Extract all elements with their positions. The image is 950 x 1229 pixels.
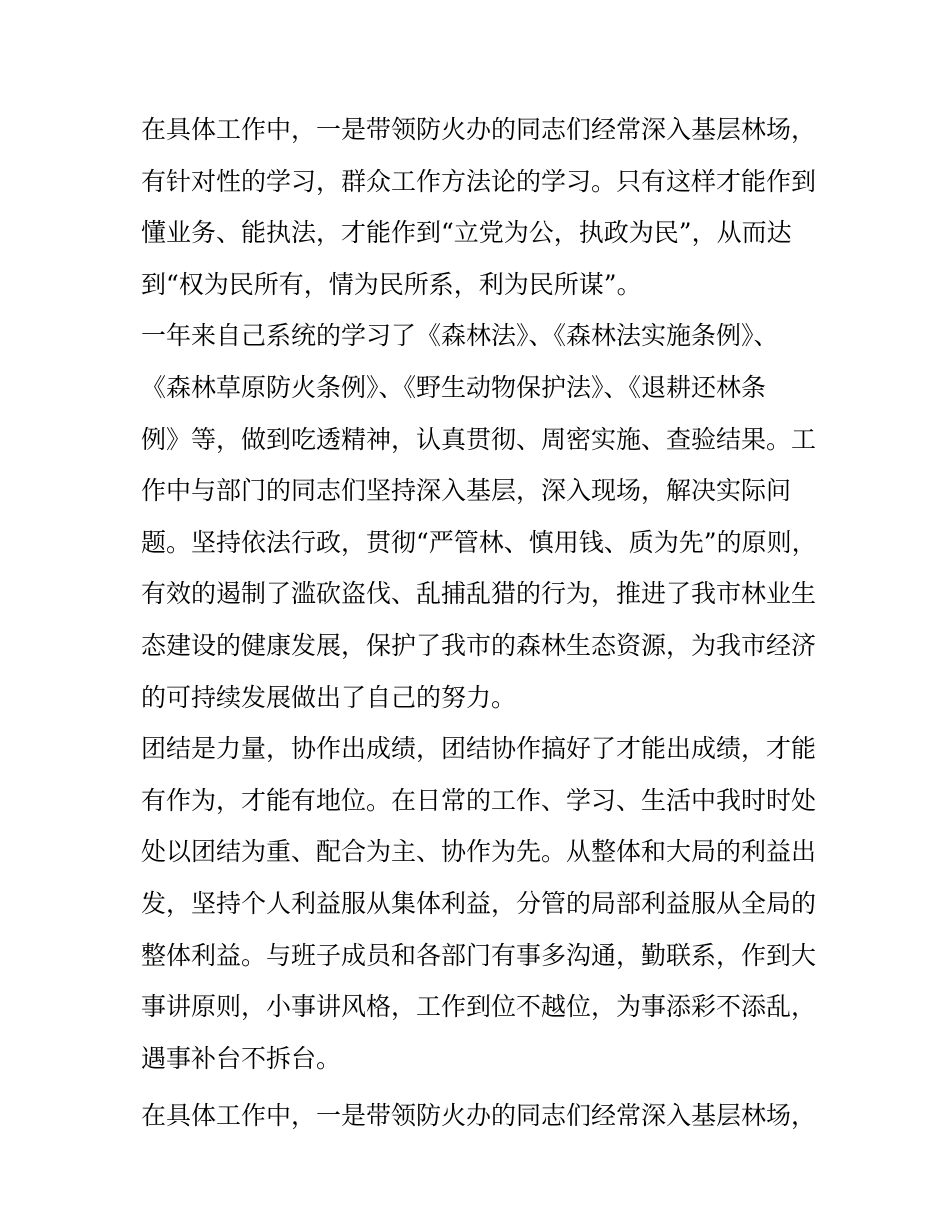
text-line: 到“权为民所有，情为民所系，利为民所谋”。 — [141, 269, 642, 299]
text-line: 有针对性的学习，群众工作方法论的学习。只有这样才能作到 — [141, 166, 817, 196]
text-line: 一年来自己系统的学习了《森林法》、《森林法实施条例》、 — [141, 321, 779, 351]
text-line: 整体利益。与班子成员和各部门有事多沟通，勤联系，作到大 — [141, 940, 817, 970]
text-line: 遇事补台不拆台。 — [141, 1043, 342, 1073]
document-body — [141, 104, 821, 1142]
paragraph-4 — [141, 1090, 821, 1142]
text-line: 态建设的健康发展，保护了我市的森林生态资源，为我市经济 — [141, 630, 817, 660]
text-line: 有效的遏制了滥砍盗伐、乱捕乱猎的行为，推进了我市林业生 — [141, 579, 817, 609]
text-line: 《森林草原防火条例》、《野生动物保护法》、《退耕还林条 — [141, 372, 767, 402]
paragraph-2 — [141, 310, 821, 723]
text-line: 在具体工作中，一是带领防火办的同志们经常深入基层林场， — [141, 115, 817, 144]
text-line: 有作为，才能有地位。在日常的工作、学习、生活中我时时处 — [141, 785, 817, 815]
text-line: 处以团结为重、配合为主、协作为先。从整体和大局的利益出 — [141, 837, 817, 867]
text-line: 题。坚持依法行政，贯彻“严管林、慎用钱、质为先”的原则， — [141, 527, 817, 557]
text-line: 发，坚持个人利益服从集体利益，分管的局部利益服从全局的 — [141, 888, 817, 918]
text-line: 例》等，做到吃透精神，认真贯彻、周密实施、查验结果。工 — [141, 424, 817, 454]
text-line: 在具体工作中，一是带领防火办的同志们经常深入基层林场， — [141, 1101, 817, 1131]
paragraph-3 — [141, 723, 821, 1084]
paragraph-1 — [141, 104, 821, 310]
text-line: 团结是力量，协作出成绩，团结协作搞好了才能出成绩，才能 — [141, 734, 817, 764]
text-line: 的可持续发展做出了自己的努力。 — [141, 682, 517, 712]
text-line: 作中与部门的同志们坚持深入基层，深入现场，解决实际问 — [141, 476, 792, 506]
text-line: 事讲原则，小事讲风格，工作到位不越位，为事添彩不添乱， — [141, 992, 817, 1022]
text-line: 懂业务、能执法，才能作到“立党为公，执政为民”，从而达 — [141, 218, 792, 248]
